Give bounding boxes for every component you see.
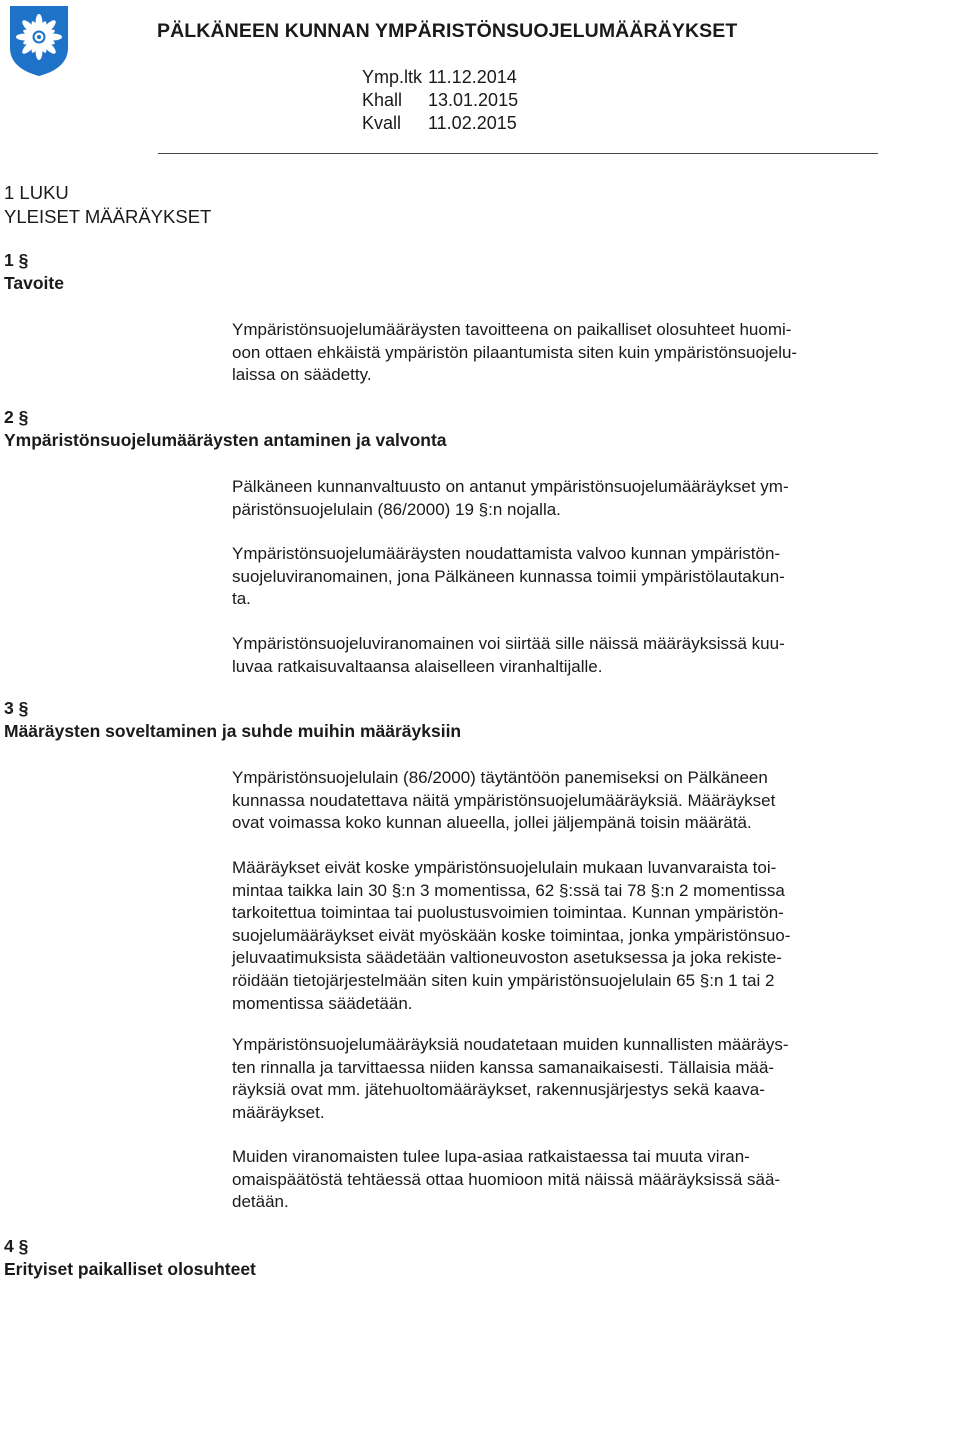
- palkane-coat-of-arms-icon: [8, 4, 70, 78]
- section-number: 2 §: [4, 407, 29, 427]
- section-3-paragraph-1: Ympäristönsuojelulain (86/2000) täytäntöön panemiseksi on Pälkäneen kunnassa noudatettava näitä ympäristönsuojelumääräyksiä. Määräykset ovat voimassa koko kunnan alueella, jollei jäljempänä toisin määrätä.: [232, 768, 776, 833]
- approval-dates: [362, 66, 518, 135]
- date-row-kvall: [362, 112, 518, 135]
- section-2-heading: [4, 406, 447, 452]
- section-number: 1 §: [4, 250, 29, 270]
- date-row-ymp-ltk: [362, 66, 518, 89]
- date-value: 11.02.2015: [428, 113, 517, 133]
- chapter-title: YLEISET MÄÄRÄYKSET: [4, 206, 212, 227]
- date-label: Ymp.ltk: [362, 67, 423, 87]
- section-number: 4 §: [4, 1236, 29, 1256]
- section-1-paragraph-1: Ympäristönsuojelumääräysten tavoitteena on paikalliset olosuhteet huomi- oon ottaen ehkäistä ympäristön pilaantumista siten kuin ympäristönsuojelu- laissa on säädetty.: [232, 320, 798, 385]
- date-value: 11.12.2014: [428, 67, 517, 87]
- date-value: 13.01.2015: [428, 90, 519, 110]
- coat-of-arms-logo: [8, 4, 70, 78]
- header-divider: [158, 153, 878, 154]
- section-title: Tavoite: [4, 273, 64, 293]
- section-4-heading: [4, 1235, 256, 1281]
- section-2-paragraph-3: Ympäristönsuojeluviranomainen voi siirtää sille näissä määräyksissä kuu- luvaa ratkaisuvaltaansa alaiselleen viranhaltijalle.: [232, 634, 785, 676]
- section-2-paragraph-1: Pälkäneen kunnanvaltuusto on antanut ympäristönsuojelumääräykset ym- päristönsuojelulain (86/2000) 19 §:n nojalla.: [232, 477, 789, 519]
- section-1-heading: [4, 249, 64, 295]
- section-3-paragraph-3: Ympäristönsuojelumääräyksiä noudatetaan muiden kunnallisten määräys- ten rinnalla ja tarvittaessa niiden kanssa samanaikaisesti. Tällaisia mää- räyksiä ovat mm. jätehuoltomääräykset, rakennusjärjestys sekä kaava- määräykset.: [232, 1035, 789, 1122]
- document-title: PÄLKÄNEEN KUNNAN YMPÄRISTÖNSUOJELUMÄÄRÄYKSET: [157, 20, 738, 42]
- date-label: Khall: [362, 90, 403, 110]
- date-row-khall: [362, 89, 518, 112]
- section-3-heading: [4, 697, 461, 743]
- section-title: Erityiset paikalliset olosuhteet: [4, 1259, 256, 1279]
- section-title: Määräysten soveltaminen ja suhde muihin määräyksiin: [4, 721, 462, 741]
- chapter-heading: [4, 181, 211, 229]
- section-number: 3 §: [4, 698, 29, 718]
- section-2-paragraph-2: Ympäristönsuojelumääräysten noudattamista valvoo kunnan ympäristön- suojeluviranomainen, jona Pälkäneen kunnassa toimii ympäristölautakun- ta.: [232, 544, 785, 609]
- section-3-paragraph-2: Määräykset eivät koske ympäristönsuojelulain mukaan luvanvaraista toi- mintaa taikka lain 30 §:n 3 momentissa, 62 §:ssä tai 78 §:n 2 momentissa tarkoitettua toimintaa tai puolustusvoimien toimintaa. Kunnan ympäristön- suojelumääräykset eivät myöskään koske toimintaa, jonka ympäristönsuo- jeluvaatimuksista säädetään valtioneuvoston asetuksessa ja joka rekiste- röidään tietojärjestelmään siten kuin ympäristönsuojelulain 65 §:n 1 tai 2 momentissa säädetään.: [232, 858, 791, 1013]
- section-3-paragraph-4: Muiden viranomaisten tulee lupa-asiaa ratkaistaessa tai muuta viran- omaispäätöstä tehtäessä ottaa huomioon mitä näissä määräyksissä sää- detään.: [232, 1147, 781, 1212]
- chapter-number: 1 LUKU: [4, 182, 69, 203]
- section-title: Ympäristönsuojelumääräysten antaminen ja valvonta: [4, 430, 447, 450]
- date-label: Kvall: [362, 113, 402, 133]
